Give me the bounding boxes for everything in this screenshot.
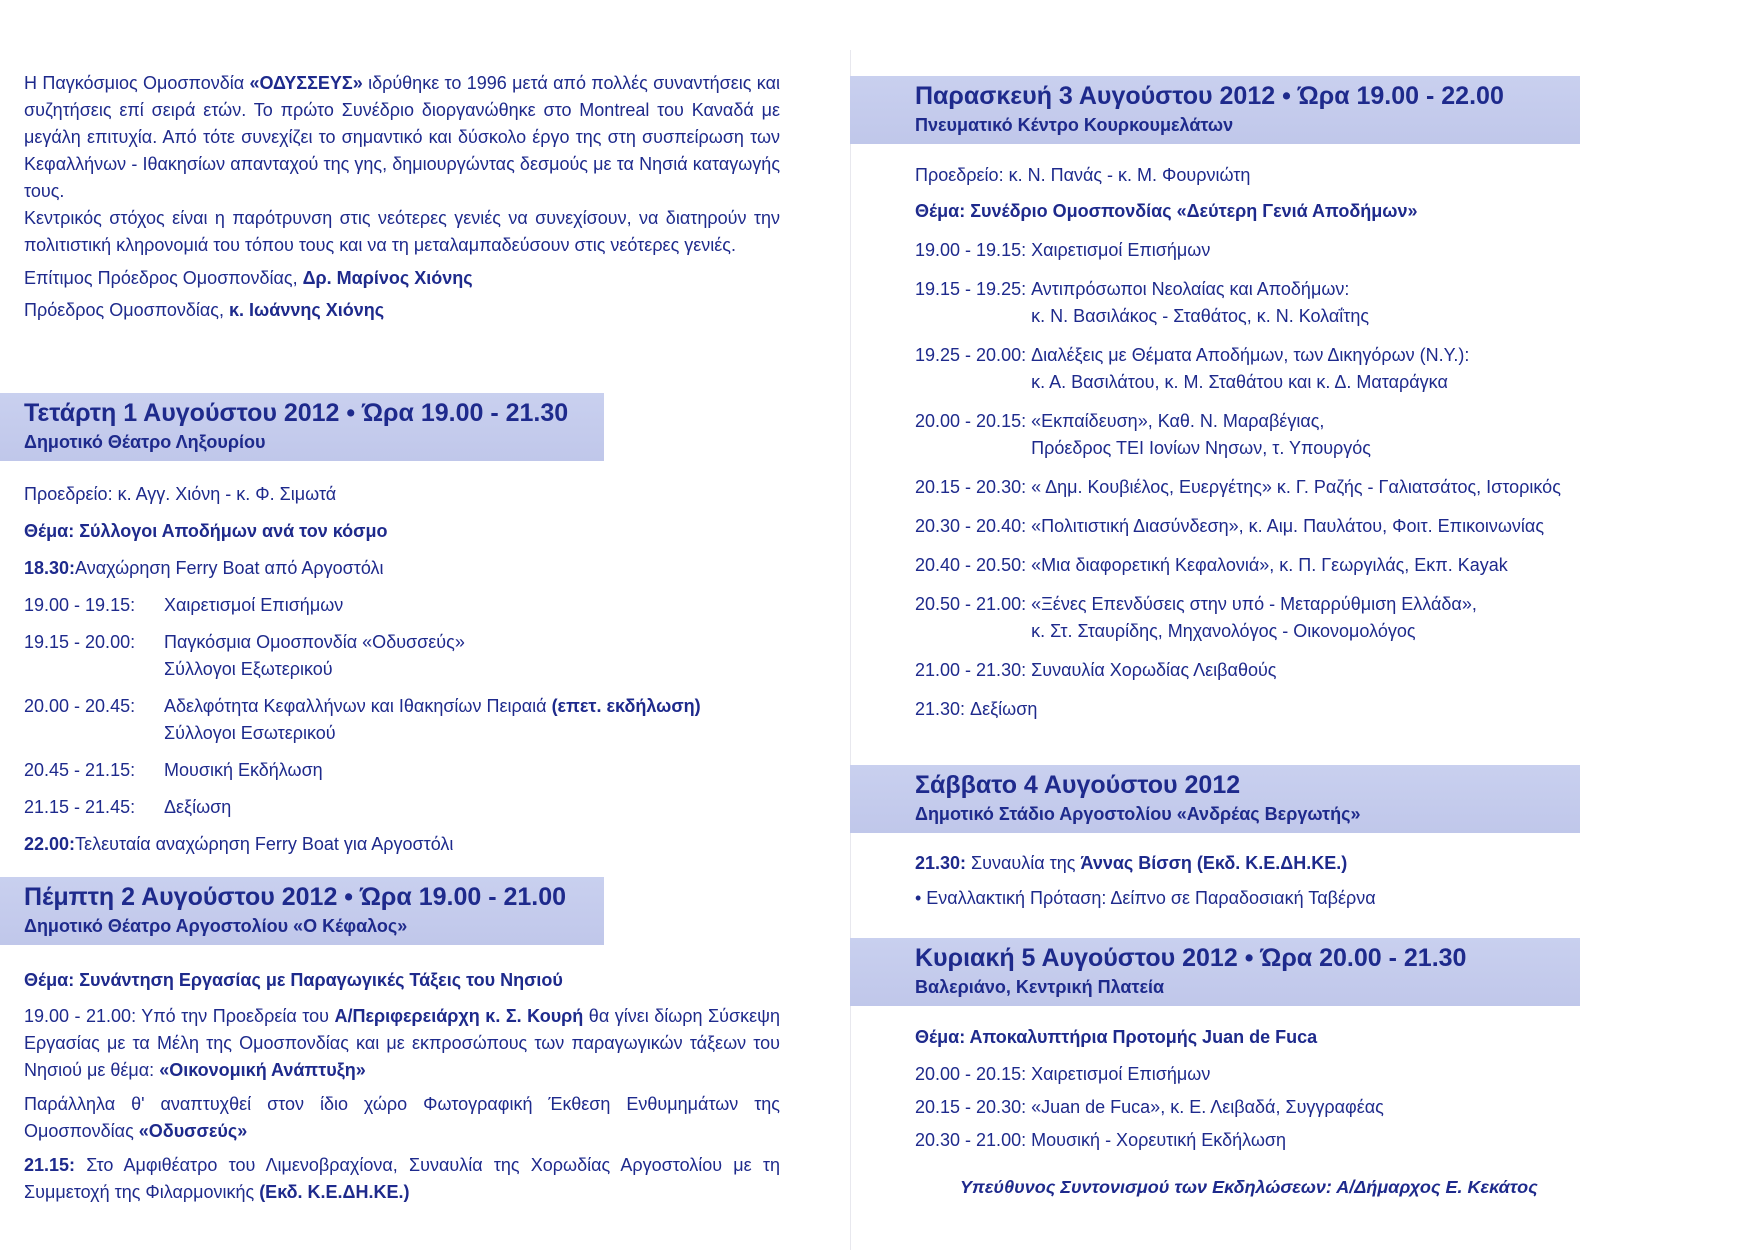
item-text: Διαλέξεις με Θέματα Αποδήμων, των Δικηγόρων (Ν.Υ.): <box>1031 345 1470 365</box>
item-time: 19.00 - 19.15: <box>915 240 1032 260</box>
item-text: «Juan de Fuca», κ. Ε. Λειβαδά, Συγγραφέας <box>1031 1097 1384 1117</box>
day1-title: Τετάρτη 1 Αυγούστου 2012 • Ώρα 19.00 - 21.30 <box>24 399 569 427</box>
day3-theme: Θέμα: Συνέδριο Ομοσπονδίας «Δεύτερη Γενιά Αποδήμων» <box>915 201 1418 221</box>
day4-header <box>850 765 1580 833</box>
item-text: Χαιρετισμοί Επισήμων <box>1031 240 1211 260</box>
fold-divider <box>850 50 851 1250</box>
day3-item <box>915 342 1735 396</box>
bold-text: 21.15: <box>24 1155 76 1175</box>
item-text: Αδελφότητα Κεφαλλήνων και Ιθακησίων Πειραιά <box>164 696 552 716</box>
item-text: «Εκπαίδευση», Καθ. Ν. Μαραβέγιας, <box>1031 411 1325 431</box>
day3-item <box>915 474 1735 501</box>
item-time: 21.15 - 21.45: <box>24 797 136 817</box>
day2-program <box>24 967 780 1206</box>
day1-item <box>24 555 784 582</box>
intro-text-cont: ιδρύθηκε το 1996 μετά από πολλές συναντήσεις και συζητήσεις επί σειρά ετών. Το πρώτο Συνέδριο διοργανώθηκε στο Montreal του Καναδά με μεγάλη επιτυχία. Από τότε συνεχίζει το σημαντικό και δύσκολο έργο της στη συσπείρωση των Κεφαλλήνων - Ιθακησίων απανταχού της γης, δημιουργώντας δεσμούς με τα Νησιά καταγωγής τους. <box>24 73 780 201</box>
item-text-block <box>164 629 784 683</box>
bold-text: Α/Περιφερειάρχη κ. Σ. Κουρή <box>334 1006 584 1026</box>
item-text-block <box>1031 591 1735 645</box>
item-bold-note: (επετ. εκδήλωση) <box>551 696 701 716</box>
day3-item <box>915 408 1735 462</box>
item-text-block <box>164 693 784 747</box>
item-text: Αντιπρόσωποι Νεολαίας και Αποδήμων: <box>1031 279 1350 299</box>
item-time: 19.15 - 19.25: <box>915 279 1032 299</box>
day4-program <box>915 850 1735 912</box>
item-text: Δεξίωση <box>970 699 1038 719</box>
intro-text: Η Παγκόσμιος Ομοσπονδία <box>24 73 250 93</box>
item-text: Συναυλία Χορωδίας Λειβαθούς <box>1031 660 1277 680</box>
item-time: 20.15 - 20.30: <box>915 477 1032 497</box>
federation-name: «ΟΔΥΣΣΕΥΣ» <box>249 73 363 93</box>
day4-title: Σάββατο 4 Αυγούστου 2012 <box>915 771 1241 799</box>
bold-text: (Εκδ. Κ.Ε.ΔΗ.ΚΕ.) <box>259 1182 410 1202</box>
item-time: 20.50 - 21.00: <box>915 594 1032 614</box>
honorary-president <box>24 265 780 292</box>
day2-venue: Δημοτικό Θέατρο Αργοστολίου «Ο Κέφαλος» <box>24 916 408 936</box>
day5-item <box>915 1061 1735 1088</box>
president-label: Πρόεδρος Ομοσπονδίας, <box>24 300 224 320</box>
text: 19.00 - 21.00: Υπό την Προεδρεία του <box>24 1006 335 1026</box>
item-text-line2: Σύλλογοι Εξωτερικού <box>164 659 333 679</box>
intro-paragraph-1 <box>24 70 780 205</box>
item-time: 20.00 - 20.45: <box>24 696 136 716</box>
day2-theme: Θέμα: Συνάντηση Εργασίας με Παραγωγικές Τάξεις του Νησιού <box>24 970 563 990</box>
intro-paragraph-2: Κεντρικός στόχος είναι η παρότρυνση στις νεότερες γενιές να συνεχίσουν, να διατηρούν την πολιτιστική κληρονομιά του τόπου τους και να τη μεταλαμπαδεύσουν στις νεότερες γενιές. <box>24 208 780 255</box>
day5-program <box>915 1024 1735 1154</box>
item-time: 20.45 - 21.15: <box>24 760 136 780</box>
day5-title: Κυριακή 5 Αυγούστου 2012 • Ώρα 20.00 - 21.30 <box>915 944 1467 972</box>
day1-item <box>24 794 784 821</box>
honorary-name: Δρ. Μαρίνος Χιόνης <box>302 268 473 288</box>
item-text: Παγκόσμια Ομοσπονδία «Οδυσσεύς» <box>164 632 465 652</box>
item-text: Συναυλία της <box>966 853 1081 873</box>
day4-line-1 <box>915 850 1735 877</box>
item-time: 20.30 - 20.40: <box>915 516 1032 536</box>
day2-paragraph-1 <box>24 1003 780 1084</box>
item-text: Χαιρετισμοί Επισήμων <box>1031 1064 1211 1084</box>
item-text: « Δημ. Κουβιέλος, Ευεργέτης» κ. Γ. Ραζής - Γαλιατσάτος, Ιστορικός <box>1031 477 1561 497</box>
day3-item <box>915 276 1735 330</box>
day3-item <box>915 237 1735 264</box>
honorary-label: Επίτιμος Πρόεδρος Ομοσπονδίας, <box>24 268 298 288</box>
item-time: 20.30 - 21.00: <box>915 1130 1032 1150</box>
item-text-line2: κ. Στ. Σταυρίδης, Μηχανολόγος - Οικονομολόγος <box>1031 621 1416 641</box>
item-text-block <box>1031 342 1735 396</box>
day3-item <box>915 696 1735 723</box>
text: Παράλληλα θ' αναπτυχθεί στον ίδιο χώρο Φωτογραφική Έκθεση Ενθυμημάτων της Ομοσπονδίας <box>24 1094 780 1141</box>
day2-paragraph-2 <box>24 1091 780 1145</box>
item-text-line2: κ. Α. Βασιλάτου, κ. Μ. Σταθάτου και κ. Δ. Ματαράγκα <box>1031 372 1448 392</box>
president <box>24 297 780 324</box>
item-text: «Μια διαφορετική Κεφαλονιά», κ. Π. Γεωργιλάς, Εκπ. Kayak <box>1031 555 1508 575</box>
day1-item <box>24 831 784 858</box>
text: Στο Αμφιθέατρο του Λιμενοβραχίονα, Συναυλία της Χορωδίας Αργοστολίου με τη Συμμετοχή της Φιλαρμονικής <box>24 1155 780 1202</box>
day3-header <box>850 76 1580 144</box>
item-text-line2: Πρόεδρος ΤΕΙ Ιονίων Νησων, τ. Υπουργός <box>1031 438 1371 458</box>
item-time: 19.00 - 19.15: <box>24 595 136 615</box>
day3-item <box>915 657 1735 684</box>
day5-item <box>915 1094 1735 1121</box>
item-time: 21.30: <box>915 853 967 873</box>
item-time: 21.00 - 21.30: <box>915 660 1032 680</box>
item-time: 19.15 - 20.00: <box>24 632 136 652</box>
day3-item <box>915 513 1735 540</box>
item-time: 21.30: <box>915 699 971 719</box>
day5-theme: Θέμα: Αποκαλυπτήρια Προτομής Juan de Fuca <box>915 1027 1318 1047</box>
coordinator-footer: Υπεύθυνος Συντονισμού των Εκδηλώσεων: Α/Δήμαρχος Ε. Κεκάτος <box>960 1177 1538 1197</box>
day3-program <box>915 162 1735 723</box>
item-text-line2: Σύλλογοι Εσωτερικού <box>164 723 336 743</box>
day1-program <box>24 481 784 858</box>
item-time: 20.40 - 20.50: <box>915 555 1032 575</box>
day3-presidium: Προεδρείο: κ. Ν. Πανάς - κ. Μ. Φουρνιώτη <box>915 165 1251 185</box>
item-time: 18.30: <box>24 558 76 578</box>
day2-title: Πέμπτη 2 Αυγούστου 2012 • Ώρα 19.00 - 21.00 <box>24 883 567 911</box>
day1-item <box>24 592 784 619</box>
day2-header <box>0 877 604 945</box>
day2-paragraph-3 <box>24 1152 780 1206</box>
item-time: 20.00 - 20.15: <box>915 1064 1032 1084</box>
day1-venue: Δημοτικό Θέατρο Ληξουρίου <box>24 432 266 452</box>
day3-venue: Πνευματικό Κέντρο Κουρκουμελάτων <box>915 115 1234 135</box>
day1-header <box>0 393 604 461</box>
day5-venue: Βαλεριάνο, Κεντρική Πλατεία <box>915 977 1165 997</box>
item-time: 20.15 - 20.30: <box>915 1097 1032 1117</box>
day1-presidium: Προεδρείο: κ. Αγγ. Χιόνη - κ. Φ. Σιμωτά <box>24 484 337 504</box>
item-text: «Πολιτιστική Διασύνδεση», κ. Αιμ. Παυλάτου, Φοιτ. Επικοινωνίας <box>1031 516 1544 536</box>
day3-item <box>915 591 1735 645</box>
item-text: «Ξένες Επενδύσεις στην υπό - Μεταρρύθμιση Ελλάδα», <box>1031 594 1477 614</box>
day5-item <box>915 1127 1735 1154</box>
item-text-block <box>1031 408 1735 462</box>
item-text: Δεξίωση <box>164 797 232 817</box>
item-text-line2: κ. Ν. Βασιλάκος - Σταθάτος, κ. Ν. Κολαΐτης <box>1031 306 1370 326</box>
text: θα γίνει δίωρη Σύσκεψη Εργασίας με τα Μέλη της Ομοσπονδίας και με εκπροσώπους των παραγωγικών τάξεων του Νησιού με θέμα: <box>24 1006 780 1080</box>
item-text: Αναχώρηση Ferry Boat από Αργοστόλι <box>75 558 384 578</box>
bold-text: «Οικονομική Ανάπτυξη» <box>159 1060 366 1080</box>
day3-item <box>915 552 1735 579</box>
day1-item <box>24 693 784 747</box>
president-name: κ. Ιωάννης Χιόνης <box>229 300 385 320</box>
day3-title: Παρασκευή 3 Αυγούστου 2012 • Ώρα 19.00 - 22.00 <box>915 82 1504 110</box>
intro-section <box>24 70 780 324</box>
day4-line-2: • Εναλλακτική Πρόταση: Δείπνο σε Παραδοσιακή Ταβέρνα <box>915 888 1376 908</box>
item-time: 19.25 - 20.00: <box>915 345 1032 365</box>
item-bold-text: Άννας Βίσση (Εκδ. Κ.Ε.ΔΗ.ΚΕ.) <box>1080 853 1348 873</box>
day5-header <box>850 938 1580 1006</box>
item-time: 20.00 - 20.15: <box>915 411 1032 431</box>
item-text: Χαιρετισμοί Επισήμων <box>164 595 344 615</box>
day4-venue: Δημοτικό Στάδιο Αργοστολίου «Ανδρέας Βεργωτής» <box>915 804 1361 824</box>
item-text: Μουσική - Χορευτική Εκδήλωση <box>1031 1130 1287 1150</box>
day1-item <box>24 629 784 683</box>
day1-item <box>24 757 784 784</box>
item-text: Τελευταία αναχώρηση Ferry Boat για Αργοστόλι <box>75 834 454 854</box>
item-text-block <box>1031 276 1735 330</box>
day1-theme: Θέμα: Σύλλογοι Αποδήμων ανά τον κόσμο <box>24 521 388 541</box>
bold-text: «Οδυσσεύς» <box>138 1121 248 1141</box>
item-text: Μουσική Εκδήλωση <box>164 760 323 780</box>
item-time: 22.00: <box>24 834 76 854</box>
